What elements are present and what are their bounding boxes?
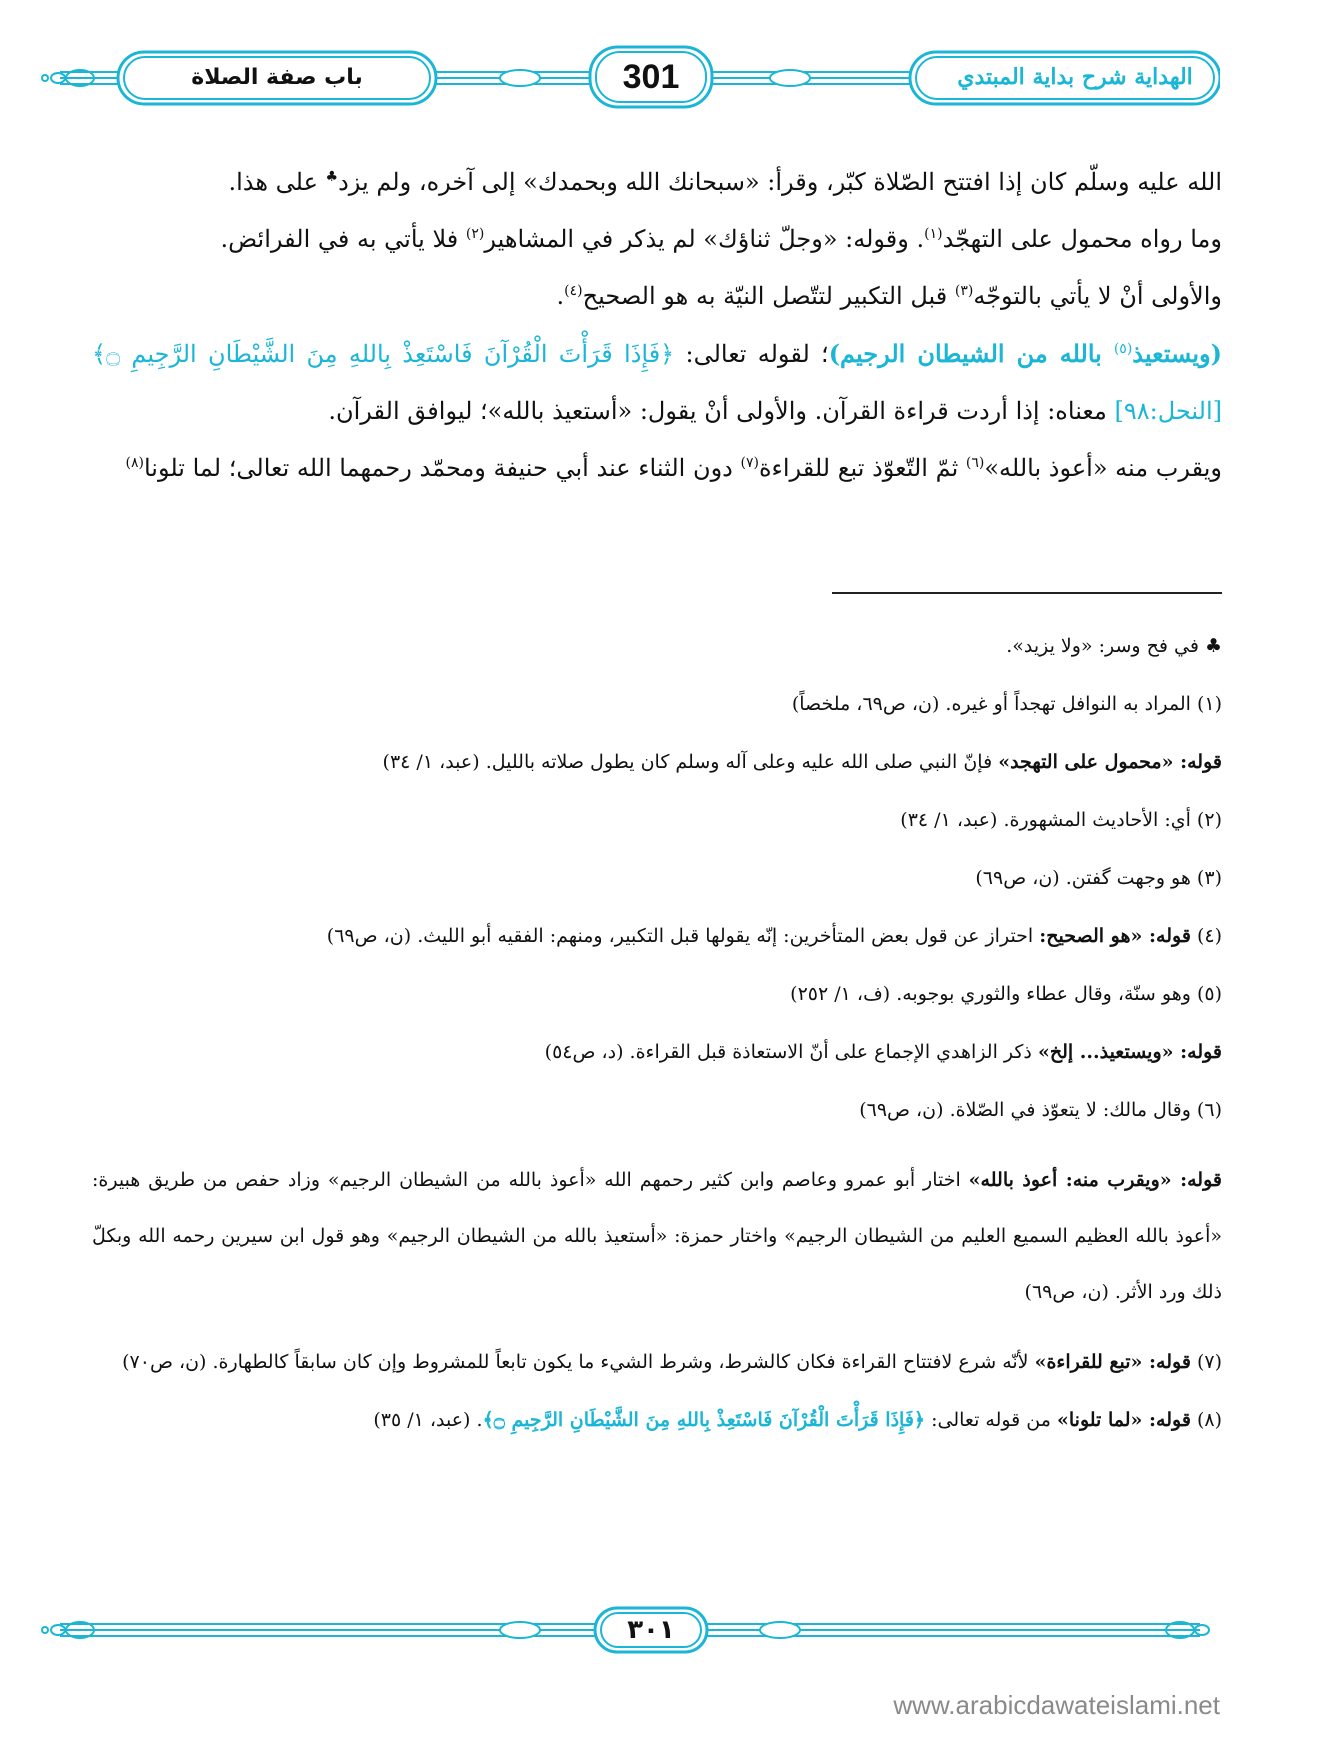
footnote-ref: (٢) [465, 226, 485, 242]
matn-text: بالله من الشيطان الرجيم) [828, 339, 1114, 368]
footnote-divider [832, 592, 1222, 594]
footnote-ref: (٦) [965, 455, 985, 471]
text-run: الله عليه وسلّم كان إذا افتتح الصّلاة كبّر، وقرأ: «سبحانك الله وبحمدك» إلى آخره، ولم يزد [338, 168, 1222, 196]
verse-reference: [النحل:٩٨] [1114, 397, 1222, 425]
page-number: 301 [622, 57, 680, 96]
footnote: (٦) وقال مالك: لا يتعوّذ في الصّلاة. (ن، ص٦٩) [859, 1099, 1222, 1121]
main-text [92, 154, 1222, 497]
footnote [92, 1036, 1222, 1068]
text-run: . [556, 282, 565, 310]
footnote-label: قوله: «محمول على التهجد» [998, 751, 1222, 773]
footnote-text: لأنّه شرع لافتتاح القراءة فكان كالشرط، وشرط الشيء ما يكون تابعاً للمشروط وإن كان سابقاً كالطهارة. (ن، ص٧٠) [122, 1351, 1035, 1373]
footnote-number: (٤) [1190, 925, 1222, 947]
footnote-label: قوله: «ويقرب منه: أعوذ بالله» [968, 1169, 1222, 1191]
footnote-label: قوله: «هو الصحيح: [1039, 925, 1191, 947]
footnote-label: قوله: «ويستعيذ... إلخ» [1037, 1041, 1222, 1063]
footnote [92, 746, 1222, 778]
website-watermark: www.arabicdawateislami.net [893, 1690, 1220, 1720]
footnote: (٥) وهو سنّة، وقال عطاء والثوري بوجوبه. (ف، ١/ ٢٥٢) [790, 983, 1222, 1005]
club-marker: ♣ [325, 169, 339, 185]
quran-verse: ﴿فَإِذَا قَرَأْتَ الْقُرْآنَ فَاسْتَعِذْ بِاللهِ مِنَ الشَّيْطَانِ الرَّجِيمِ ۝﴾ [482, 1409, 926, 1431]
text-run: دون الثناء عند أبي حنيفة ومحمّد رحمهما الله تعالى؛ لما تلونا [143, 454, 741, 482]
text-run: ويقرب منه «أعوذ بالله» [984, 454, 1222, 482]
text-run: ثمّ التّعوّذ تبع للقراءة [758, 454, 966, 482]
quran-verse: ﴿فَإِذَا قَرَأْتَ الْقُرْآنَ فَاسْتَعِذْ بِاللهِ مِنَ الشَّيْطَانِ الرَّجِيمِ ۝﴾ [92, 340, 675, 368]
main-paragraph [92, 325, 1222, 440]
text-run: على هذا. [228, 168, 326, 196]
text-run: قبل التكبير لتتّصل النيّة به هو الصحيح [582, 282, 955, 310]
main-line [92, 268, 1222, 325]
footnote-text: اختار أبو عمرو وعاصم وابن كثير رحمهم الله «أعوذ بالله من الشيطان الرجيم» وزاد حفص من طريق هبيرة: «أعوذ بالله العظيم السميع العليم من الشيطان الرجيم» واختار حمزة: «أستعيذ بالله من الشيطان الرجيم» وهو قول ابن سيرين رحمه الله وبكلّ ذلك ورد الأثر. (ن، ص٦٩) [92, 1169, 1222, 1303]
footnotes [92, 630, 1222, 1462]
text-run: فلا يأتي به في الفرائض. [220, 225, 466, 253]
main-line [92, 211, 1222, 268]
text-run: . وقوله: «وجلّ ثناؤك» لم يذكر في المشاهير [484, 225, 925, 253]
footnote-ref: (٧) [740, 455, 759, 471]
footnote-text: من قوله تعالى: [925, 1409, 1057, 1431]
footnote-label: قوله: «تبع للقراءة» [1034, 1351, 1191, 1373]
book-title-logo: الهداية شرح بداية المبتدي [957, 64, 1193, 90]
footnote-label: قوله: «لما تلونا» [1057, 1409, 1191, 1431]
footnote-number: (٨) [1190, 1409, 1222, 1431]
footer-page-number: ٣٠١ [627, 1615, 675, 1645]
footnote: ♣ في فح وسر: «ولا يزيد». [1006, 635, 1222, 657]
footnote-text: فإنّ النبي صلى الله عليه وعلى آله وسلم كان يطول صلاته بالليل. (عبد، ١/ ٣٤) [382, 751, 999, 773]
footnote-ref: (٤) [564, 283, 583, 299]
footnote [92, 920, 1222, 952]
text-run: معناه: إذا أردت قراءة القرآن. والأولى أنْ يقول: «أستعيذ بالله»؛ ليوافق القرآن. [328, 397, 1115, 425]
footnote [92, 1334, 1222, 1390]
text-run: ؛ لقوله تعالى: [674, 340, 829, 368]
page-footer [40, 1606, 1220, 1656]
footnote-text: ذكر الزاهدي الإجماع على أنّ الاستعاذة قبل القراءة. (د، ص٥٤) [544, 1041, 1038, 1063]
footnote: (٢) أي: الأحاديث المشهورة. (عبد، ١/ ٣٤) [900, 809, 1222, 831]
main-line [92, 440, 1222, 497]
footnote-text: احتراز عن قول بعض المتأخرين: إنّه يقولها قبل التكبير، ومنهم: الفقيه أبو الليث. (ن، ص٦٩) [326, 925, 1040, 947]
footnote-number: (٧) [1190, 1351, 1222, 1373]
footnote-ref: (١) [924, 226, 943, 242]
text-run: وما رواه محمول على التهجّد [942, 225, 1222, 253]
footnote: (٣) هو وجهت گفتن. (ن، ص٦٩) [975, 867, 1222, 889]
footnote [92, 1152, 1222, 1320]
main-line [92, 154, 1222, 211]
footnote [92, 1404, 1222, 1436]
text-run: والأولى أنْ لا يأتي بالتوجّه [973, 282, 1222, 310]
section-title: باب صفة الصلاة [191, 64, 363, 90]
footnote-ref: (٨) [125, 455, 144, 471]
matn-text: (ويستعيذ [1132, 339, 1222, 368]
page-header [40, 44, 1220, 114]
footnote-text: . (عبد، ١/ ٣٥) [373, 1409, 483, 1431]
footnote: (١) المراد به النوافل تهجداً أو غيره. (ن، ص٦٩، ملخصاً) [791, 693, 1222, 715]
footnote-ref: (٣) [954, 283, 974, 299]
footnote-ref: (٥) [1113, 341, 1133, 357]
